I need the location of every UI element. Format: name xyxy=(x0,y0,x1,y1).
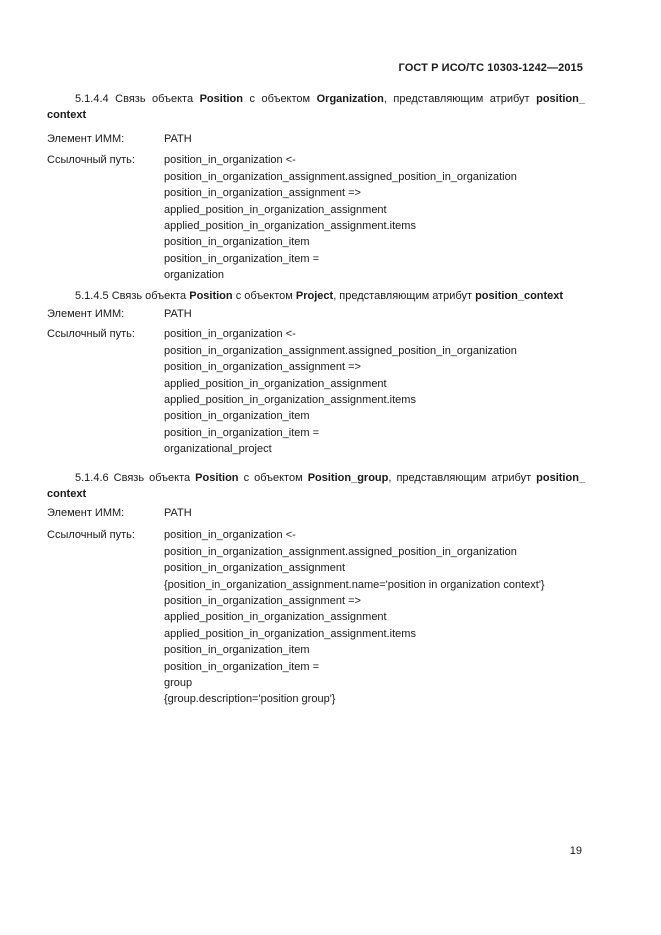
section-5-1-4-6 xyxy=(47,470,585,708)
heading-text: Связь объекта xyxy=(111,290,187,302)
target-entity-name: Organization xyxy=(316,93,384,105)
path-line: position_in_organization_assignment xyxy=(164,562,346,575)
target-entity-name: Project xyxy=(295,290,334,302)
page-number: 19 xyxy=(569,845,582,857)
heading-text: с объектом xyxy=(249,93,311,105)
entity-name: Position xyxy=(199,93,243,105)
path-line: organization xyxy=(164,269,224,282)
element-value: PATH xyxy=(164,133,192,145)
path-lines xyxy=(164,326,585,457)
section-heading xyxy=(47,470,585,502)
path-label: Ссылочный путь: xyxy=(47,328,135,341)
path-line: position_in_organization_item = xyxy=(164,426,320,439)
section-5-1-4-5 xyxy=(47,288,585,458)
path-line: position_in_organization_item = xyxy=(164,252,320,265)
path-line: position_in_organization <- xyxy=(164,154,296,167)
path-line: position_in_organization_item xyxy=(164,236,310,249)
path-line: applied_position_in_organization_assignment.items xyxy=(164,220,416,233)
path-line: position_in_organization_item xyxy=(164,410,310,423)
path-line: position_in_organization <- xyxy=(164,529,296,542)
heading-text: , представляющим атрибут xyxy=(383,93,530,105)
path-row xyxy=(47,527,585,707)
attribute-name: position_context xyxy=(475,290,564,302)
path-lines xyxy=(164,152,585,283)
element-value: PATH xyxy=(164,507,192,519)
path-line: position_in_organization_assignment => xyxy=(164,595,361,608)
element-label: Элемент ИММ: xyxy=(47,507,125,519)
path-line: position_in_organization_item xyxy=(164,644,310,657)
section-number: 5.1.4.6 xyxy=(75,472,109,484)
document-header: ГОСТ Р ИСО/ТС 10303-1242—2015 xyxy=(398,62,583,74)
heading-text: , представляющим атрибут xyxy=(333,290,473,302)
path-line: {position_in_organization_assignment.name='position in organization context'} xyxy=(164,578,545,591)
attribute-name: position_ context xyxy=(47,93,585,121)
entity-name: Position xyxy=(189,290,233,302)
attribute-name: position_ context xyxy=(47,472,586,500)
path-line: position_in_organization_assignment => xyxy=(164,361,361,374)
heading-text: , представляющим атрибут xyxy=(388,472,532,484)
path-line: applied_position_in_organization_assignment xyxy=(164,203,387,216)
path-label: Ссылочный путь: xyxy=(47,154,135,167)
path-label: Ссылочный путь: xyxy=(47,529,135,542)
element-row xyxy=(47,306,585,322)
element-label: Элемент ИММ: xyxy=(47,133,125,145)
path-line: applied_position_in_organization_assignment.items xyxy=(164,627,416,640)
element-row xyxy=(47,131,585,147)
section-number: 5.1.4.5 xyxy=(75,290,109,302)
entity-name: Position xyxy=(195,472,239,484)
element-value: PATH xyxy=(164,308,192,320)
path-line: position_in_organization_assignment.assigned_position_in_organization xyxy=(164,170,517,183)
section-heading xyxy=(47,91,585,123)
path-line: position_in_organization_assignment.assigned_position_in_organization xyxy=(164,545,517,558)
section-heading xyxy=(47,288,585,304)
path-line: organizational_project xyxy=(164,443,272,456)
heading-text: с объектом xyxy=(235,290,293,302)
path-row xyxy=(47,326,585,457)
section-5-1-4-4 xyxy=(47,91,585,284)
path-line: position_in_organization_item = xyxy=(164,660,320,673)
path-line: applied_position_in_organization_assignment.items xyxy=(164,394,416,407)
path-row xyxy=(47,152,585,283)
element-label: Элемент ИММ: xyxy=(47,308,125,320)
target-entity-name: Position_group xyxy=(307,472,389,484)
path-line: {group.description='position group'} xyxy=(164,693,336,706)
path-line: applied_position_in_organization_assignment xyxy=(164,611,387,624)
heading-text: Связь объекта xyxy=(113,472,191,484)
path-lines xyxy=(164,527,585,707)
path-line: position_in_organization <- xyxy=(164,328,296,341)
path-line: position_in_organization_assignment => xyxy=(164,187,361,200)
path-line: position_in_organization_assignment.assigned_position_in_organization xyxy=(164,344,517,357)
element-row xyxy=(47,505,585,521)
heading-text: Связь объекта xyxy=(115,93,194,105)
path-line: group xyxy=(164,677,193,690)
path-line: applied_position_in_organization_assignment xyxy=(164,377,387,390)
section-number: 5.1.4.4 xyxy=(75,93,109,105)
heading-text: с объектом xyxy=(243,472,303,484)
